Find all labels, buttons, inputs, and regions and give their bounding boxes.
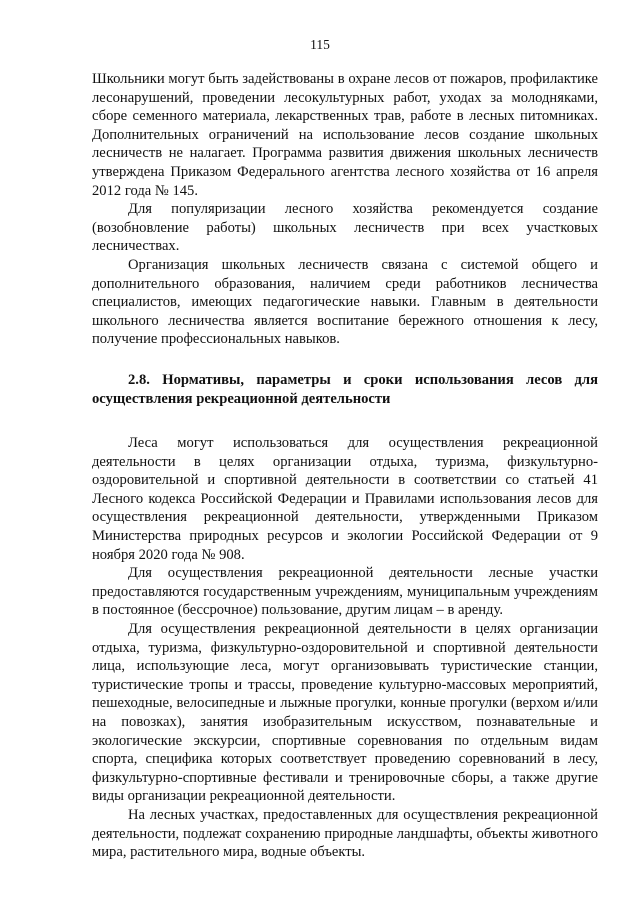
paragraph-popularization: Для популяризации лесного хозяйства рекомендуется создание (возобновление работы) школьных лесничеств при всех участковых лесничествах. [92, 201, 598, 255]
paragraph-recreational-use: Леса могут использоваться для осуществления рекреационной деятельности в целях организации отдыха, туризма, физкультурно-оздоровительной и спортивной деятельности в соответствии со статьей 41 Лесного кодекса Российской Федерации и Правилами использования лесов для осуществления рекреационной деятельности, утвержденными Приказом Министерства природных ресурсов и экологии Российской Федерации от 9 ноября 2020 года № 908. [92, 435, 598, 563]
paragraph-recreational-activities: Для осуществления рекреационной деятельности в целях организации отдыха, туризма, физкультурно-оздоровительной и спортивной деятельности лица, использующие леса, могут организовывать туристические станции, туристические тропы и трассы, проведение культурно-массовых мероприятий, пешеходные, велосипедные и лыжные прогулки, конные прогулки (верхом и/или на повозках), занятия изобразительным искусством, познавательные и экологические экскурсии, спортивные соревнования по отдельным видам спорта, специфика которых соответствует проведению соревнований в лесу, физкультурно-спортивные фестивали и тренировочные сборы, а также другие виды организации рекреационной деятельности. [92, 621, 598, 805]
section-heading: 2.8. Нормативы, параметры и сроки использования лесов для осуществления рекреационной деятельности [92, 371, 598, 407]
paragraph-land-provision: Для осуществления рекреационной деятельности лесные участки предоставляются государственным учреждениям, муниципальным учреждениям в постоянное (бессрочное) пользование, другим лицам – в аренду. [92, 565, 598, 619]
paragraph-organization: Организация школьных лесничеств связана с системой общего и дополнительного образования, наличием среди работников лесничества специалистов, имеющих педагогические навыки. Главным в деятельности школьного лесничества является воспитание бережного отношения к лесу, получение профессиональных навыков. [92, 256, 598, 348]
page-content [92, 70, 598, 862]
paragraph-preservation: На лесных участках, предоставленных для осуществления рекреационной деятельности, подлежат сохранению природные ландшафты, объекты животного мира, растительного мира, водные объекты. [92, 806, 598, 861]
paragraph-school-forestry-tasks: Школьники могут быть задействованы в охране лесов от пожаров, профилактике лесонарушений, проведении лесокультурных работ, уходах за молодняками, сборе семенного материала, лекарственных трав, работе в лесных питомниках. Дополнительных ограничений на использование лесов создание школьных лесничеств не налагает. Программа развития движения школьных лесничеств утверждена Приказом Федерального агентства лесного хозяйства от 16 апреля 2012 года № 145. [92, 71, 598, 199]
page-number: 115 [310, 37, 330, 52]
